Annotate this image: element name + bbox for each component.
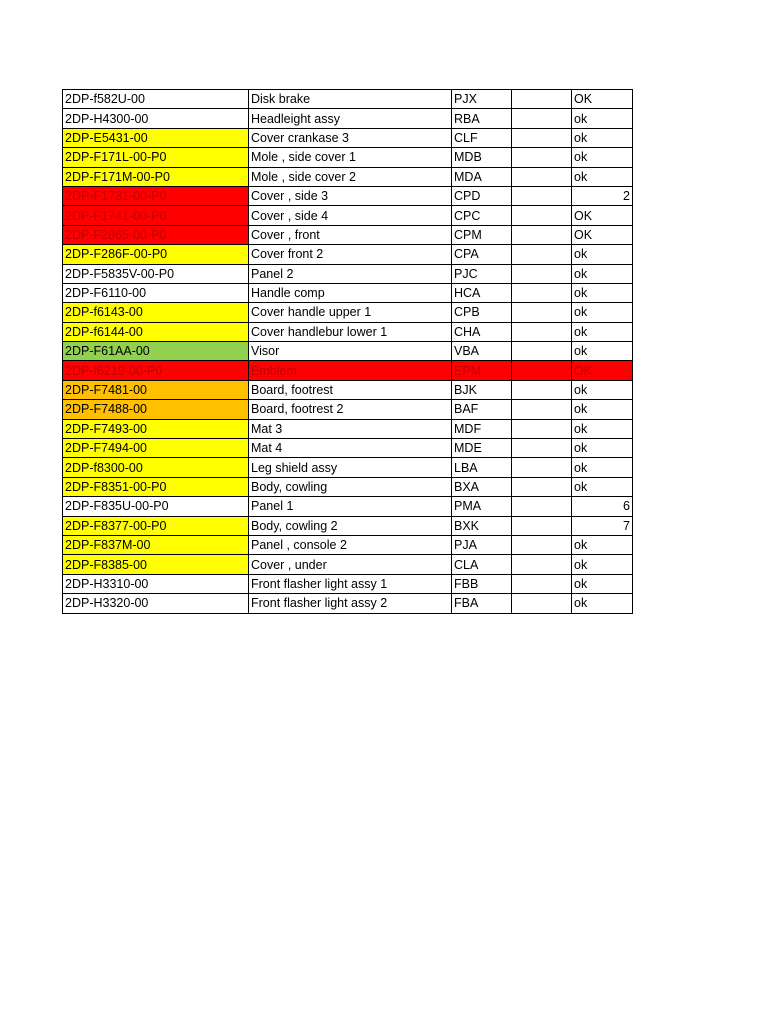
part-number-cell[interactable]: 2DP-F7494-00: [63, 439, 249, 458]
parts-table-body: [63, 90, 633, 614]
empty-cell[interactable]: [512, 458, 572, 477]
part-number-cell[interactable]: 2DP-F2865-00-P0: [63, 225, 249, 244]
empty-cell[interactable]: [512, 419, 572, 438]
status-cell[interactable]: 6: [572, 497, 633, 516]
code-cell[interactable]: CPA: [452, 245, 512, 264]
part-number-cell[interactable]: 2DP-F171L-00-P0: [63, 148, 249, 167]
empty-cell[interactable]: [512, 148, 572, 167]
code-cell[interactable]: VBA: [452, 342, 512, 361]
code-cell[interactable]: LBA: [452, 458, 512, 477]
part-number-cell[interactable]: 2DP-F7488-00: [63, 400, 249, 419]
status-cell[interactable]: ok: [572, 400, 633, 419]
code-cell[interactable]: EPM: [452, 361, 512, 380]
code-cell[interactable]: MDB: [452, 148, 512, 167]
status-cell[interactable]: ok: [572, 535, 633, 554]
table-row: [63, 439, 633, 458]
description-cell[interactable]: Body, cowling: [249, 477, 452, 496]
code-cell[interactable]: RBA: [452, 109, 512, 128]
empty-cell[interactable]: [512, 400, 572, 419]
description-cell[interactable]: Mat 4: [249, 439, 452, 458]
empty-cell[interactable]: [512, 186, 572, 205]
table-row: [63, 380, 633, 399]
status-cell[interactable]: OK: [572, 206, 633, 225]
table-row: [63, 342, 633, 361]
part-number-cell[interactable]: 2DP-F7493-00: [63, 419, 249, 438]
table-row: [63, 128, 633, 147]
code-cell[interactable]: CPM: [452, 225, 512, 244]
code-cell[interactable]: MDF: [452, 419, 512, 438]
part-number-cell[interactable]: 2DP-F6110-00: [63, 283, 249, 302]
description-cell[interactable]: Handle comp: [249, 283, 452, 302]
table-row: [63, 458, 633, 477]
part-number-cell[interactable]: 2DP-f6219-00-P0: [63, 361, 249, 380]
empty-cell[interactable]: [512, 516, 572, 535]
part-number-cell[interactable]: 2DP-E5431-00: [63, 128, 249, 147]
status-cell[interactable]: 2: [572, 186, 633, 205]
empty-cell[interactable]: [512, 303, 572, 322]
empty-cell[interactable]: [512, 594, 572, 613]
table-row: [63, 283, 633, 302]
description-cell[interactable]: Cover , side 3: [249, 186, 452, 205]
part-number-cell[interactable]: 2DP-F8385-00: [63, 555, 249, 574]
description-cell[interactable]: Emblem: [249, 361, 452, 380]
description-cell[interactable]: Body, cowling 2: [249, 516, 452, 535]
table-row: [63, 419, 633, 438]
table-row: [63, 594, 633, 613]
table-row: [63, 555, 633, 574]
empty-cell[interactable]: [512, 167, 572, 186]
description-cell[interactable]: Cover , under: [249, 555, 452, 574]
empty-cell[interactable]: [512, 497, 572, 516]
status-cell[interactable]: ok: [572, 283, 633, 302]
empty-cell[interactable]: [512, 206, 572, 225]
status-cell[interactable]: ok: [572, 303, 633, 322]
description-cell[interactable]: Front flasher light assy 1: [249, 574, 452, 593]
code-cell[interactable]: HCA: [452, 283, 512, 302]
empty-cell[interactable]: [512, 225, 572, 244]
empty-cell[interactable]: [512, 439, 572, 458]
part-number-cell[interactable]: 2DP-F5835V-00-P0: [63, 264, 249, 283]
parts-table: [62, 89, 633, 614]
status-cell[interactable]: OK: [572, 225, 633, 244]
status-cell[interactable]: ok: [572, 594, 633, 613]
description-cell[interactable]: Board, footrest: [249, 380, 452, 399]
part-number-cell[interactable]: 2DP-f6143-00: [63, 303, 249, 322]
description-cell[interactable]: Panel 1: [249, 497, 452, 516]
empty-cell[interactable]: [512, 342, 572, 361]
table-row: [63, 497, 633, 516]
empty-cell[interactable]: [512, 477, 572, 496]
part-number-cell[interactable]: 2DP-F286F-00-P0: [63, 245, 249, 264]
code-cell[interactable]: CPD: [452, 186, 512, 205]
description-cell[interactable]: Cover , side 4: [249, 206, 452, 225]
status-cell[interactable]: ok: [572, 109, 633, 128]
part-number-cell[interactable]: 2DP-f8300-00: [63, 458, 249, 477]
status-cell[interactable]: ok: [572, 555, 633, 574]
table-row: [63, 516, 633, 535]
status-cell[interactable]: ok: [572, 439, 633, 458]
code-cell[interactable]: PJC: [452, 264, 512, 283]
code-cell[interactable]: CHA: [452, 322, 512, 341]
part-number-cell[interactable]: 2DP-F837M-00: [63, 535, 249, 554]
table-row: [63, 264, 633, 283]
table-row: [63, 400, 633, 419]
code-cell[interactable]: CLA: [452, 555, 512, 574]
status-cell[interactable]: ok: [572, 342, 633, 361]
table-row: [63, 225, 633, 244]
code-cell[interactable]: CPB: [452, 303, 512, 322]
status-cell[interactable]: ok: [572, 322, 633, 341]
empty-cell[interactable]: [512, 264, 572, 283]
code-cell[interactable]: PJX: [452, 90, 512, 109]
code-cell[interactable]: BXK: [452, 516, 512, 535]
description-cell[interactable]: Disk brake: [249, 90, 452, 109]
code-cell[interactable]: FBB: [452, 574, 512, 593]
status-cell[interactable]: OK: [572, 361, 633, 380]
part-number-cell[interactable]: 2DP-F171M-00-P0: [63, 167, 249, 186]
part-number-cell[interactable]: 2DP-F1741-00-P0: [63, 206, 249, 225]
code-cell[interactable]: PMA: [452, 497, 512, 516]
code-cell[interactable]: CPC: [452, 206, 512, 225]
status-cell[interactable]: ok: [572, 419, 633, 438]
empty-cell[interactable]: [512, 90, 572, 109]
part-number-cell[interactable]: 2DP-H4300-00: [63, 109, 249, 128]
code-cell[interactable]: MDA: [452, 167, 512, 186]
part-number-cell[interactable]: 2DP-H3310-00: [63, 574, 249, 593]
status-cell[interactable]: ok: [572, 128, 633, 147]
part-number-cell[interactable]: 2DP-F7481-00: [63, 380, 249, 399]
table-row: [63, 90, 633, 109]
description-cell[interactable]: Cover handlebur lower 1: [249, 322, 452, 341]
description-cell[interactable]: Board, footrest 2: [249, 400, 452, 419]
empty-cell[interactable]: [512, 322, 572, 341]
description-cell[interactable]: Mole , side cover 1: [249, 148, 452, 167]
description-cell[interactable]: Panel , console 2: [249, 535, 452, 554]
description-cell[interactable]: Headleight assy: [249, 109, 452, 128]
status-cell[interactable]: ok: [572, 148, 633, 167]
status-cell[interactable]: ok: [572, 264, 633, 283]
status-cell[interactable]: ok: [572, 458, 633, 477]
description-cell[interactable]: Mole , side cover 2: [249, 167, 452, 186]
code-cell[interactable]: CLF: [452, 128, 512, 147]
code-cell[interactable]: BXA: [452, 477, 512, 496]
part-number-cell[interactable]: 2DP-F1731-00-P0: [63, 186, 249, 205]
description-cell[interactable]: Leg shield assy: [249, 458, 452, 477]
status-cell[interactable]: ok: [572, 574, 633, 593]
empty-cell[interactable]: [512, 109, 572, 128]
code-cell[interactable]: FBA: [452, 594, 512, 613]
description-cell[interactable]: Front flasher light assy 2: [249, 594, 452, 613]
empty-cell[interactable]: [512, 555, 572, 574]
table-row: [63, 574, 633, 593]
table-row: [63, 322, 633, 341]
part-number-cell[interactable]: 2DP-F8351-00-P0: [63, 477, 249, 496]
part-number-cell[interactable]: 2DP-f582U-00: [63, 90, 249, 109]
status-cell[interactable]: ok: [572, 477, 633, 496]
code-cell[interactable]: BAF: [452, 400, 512, 419]
empty-cell[interactable]: [512, 380, 572, 399]
part-number-cell[interactable]: 2DP-F8377-00-P0: [63, 516, 249, 535]
status-cell[interactable]: 7: [572, 516, 633, 535]
status-cell[interactable]: ok: [572, 245, 633, 264]
empty-cell[interactable]: [512, 128, 572, 147]
table-row: [63, 303, 633, 322]
table-row: [63, 148, 633, 167]
table-row: [63, 206, 633, 225]
description-cell[interactable]: Cover crankase 3: [249, 128, 452, 147]
description-cell[interactable]: Visor: [249, 342, 452, 361]
part-number-cell[interactable]: 2DP-f6144-00: [63, 322, 249, 341]
code-cell[interactable]: BJK: [452, 380, 512, 399]
part-number-cell[interactable]: 2DP-F61AA-00: [63, 342, 249, 361]
description-cell[interactable]: Cover , front: [249, 225, 452, 244]
empty-cell[interactable]: [512, 574, 572, 593]
description-cell[interactable]: Cover front 2: [249, 245, 452, 264]
description-cell[interactable]: Panel 2: [249, 264, 452, 283]
table-row: [63, 109, 633, 128]
status-cell[interactable]: OK: [572, 90, 633, 109]
table-row: [63, 477, 633, 496]
table-row: [63, 535, 633, 554]
description-cell[interactable]: Mat 3: [249, 419, 452, 438]
table-row: [63, 167, 633, 186]
table-row: [63, 186, 633, 205]
code-cell[interactable]: PJA: [452, 535, 512, 554]
table-row: [63, 245, 633, 264]
code-cell[interactable]: MDE: [452, 439, 512, 458]
description-cell[interactable]: Cover handle upper 1: [249, 303, 452, 322]
table-row: [63, 361, 633, 380]
status-cell[interactable]: ok: [572, 380, 633, 399]
part-number-cell[interactable]: 2DP-F835U-00-P0: [63, 497, 249, 516]
empty-cell[interactable]: [512, 245, 572, 264]
empty-cell[interactable]: [512, 283, 572, 302]
empty-cell[interactable]: [512, 361, 572, 380]
part-number-cell[interactable]: 2DP-H3320-00: [63, 594, 249, 613]
empty-cell[interactable]: [512, 535, 572, 554]
status-cell[interactable]: ok: [572, 167, 633, 186]
